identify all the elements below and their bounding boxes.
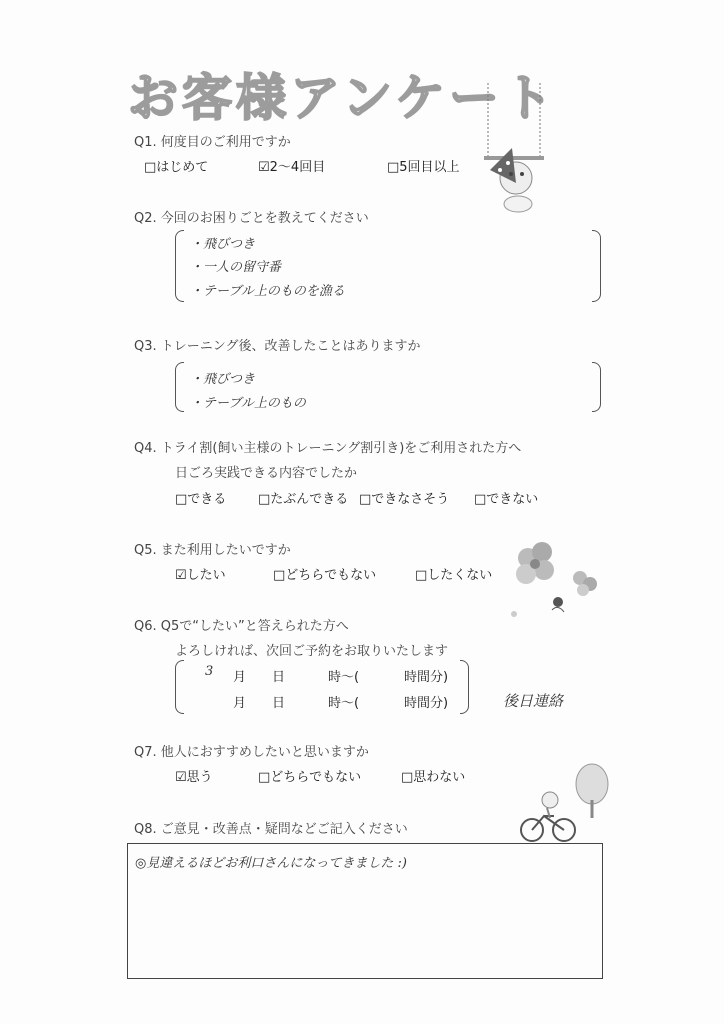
q7-option-yes[interactable]: ☑思う — [175, 770, 213, 785]
tree-bicycle-illustration — [514, 760, 614, 844]
q6-row1-duration: 時間分) — [404, 670, 449, 685]
q4-option-cannot[interactable]: □できない — [474, 492, 539, 507]
q6-row1-hour: 時～( — [328, 670, 360, 685]
q3-answer-2: ・テーブル上のもの — [190, 396, 306, 411]
q4-option-probably-can[interactable]: □たぶんできる — [258, 492, 349, 507]
q7-option-no[interactable]: □思わない — [401, 770, 466, 785]
page-title: お客様アンケート — [128, 69, 557, 127]
q2-answer-3: ・テーブル上のものを漁る — [190, 284, 345, 299]
q2-answer-2: ・一人の留守番 — [190, 260, 282, 275]
q3-answer-1: ・飛びつき — [190, 372, 256, 387]
q7-label: Q7. 他人におすすめしたいと思いますか — [134, 745, 369, 760]
q2-label: Q2. 今回のお困りごとを教えてください — [134, 211, 369, 226]
q6-bracket-left — [175, 660, 184, 714]
q1-option-5-plus[interactable]: □5回目以上 — [387, 160, 460, 175]
q1-option-2-4-times[interactable]: ☑2～4回目 — [258, 160, 326, 175]
q1-option-first-time[interactable]: □はじめて — [144, 160, 209, 175]
q3-bracket-right — [592, 362, 601, 412]
q6-row1-month: 月 — [233, 670, 247, 685]
q5-option-dont-want[interactable]: □したくない — [415, 568, 493, 583]
q6-row2-month: 月 — [233, 696, 247, 711]
q6-row1-day: 日 — [272, 670, 286, 685]
q2-bracket-left — [175, 230, 184, 302]
q7-option-neither[interactable]: □どちらでもない — [258, 770, 362, 785]
q5-option-neither[interactable]: □どちらでもない — [273, 568, 377, 583]
q8-label: Q8. ご意見・改善点・疑問などご記入ください — [134, 822, 408, 837]
flower-illustration — [508, 540, 608, 630]
q6-row2-hour: 時～( — [328, 696, 360, 711]
q5-label: Q5. また利用したいですか — [134, 543, 291, 558]
q1-label: Q1. 何度目のご利用ですか — [134, 135, 291, 150]
q6-bracket-right — [460, 660, 469, 714]
q2-answer-1: ・飛びつき — [190, 237, 256, 252]
q6-row2-day: 日 — [272, 696, 286, 711]
q6-note: 後日連絡 — [503, 692, 564, 710]
q6-month-value: 3 — [205, 664, 214, 679]
q4-label: Q4. トライ割(飼い主様のトレーニング割引き)をご利用された方へ — [134, 441, 522, 456]
q4-option-can[interactable]: □できる — [175, 492, 227, 507]
q6-sublabel: よろしければ、次回ご予約をお取りいたします — [175, 644, 449, 659]
q3-bracket-left — [175, 362, 184, 412]
q6-label: Q6. Q5で“したい”と答えられた方へ — [134, 619, 349, 634]
q5-option-want[interactable]: ☑したい — [175, 568, 226, 583]
q6-row2-duration: 時間分) — [404, 696, 449, 711]
q3-label: Q3. トレーニング後、改善したことはありますか — [134, 339, 421, 354]
q2-bracket-right — [592, 230, 601, 302]
q8-answer: ◎見違えるほどお利口さんになってきました :) — [135, 856, 407, 871]
q4-sublabel: 日ごろ実践できる内容でしたか — [175, 466, 358, 481]
q4-option-probably-cannot[interactable]: □できなさそう — [359, 492, 450, 507]
